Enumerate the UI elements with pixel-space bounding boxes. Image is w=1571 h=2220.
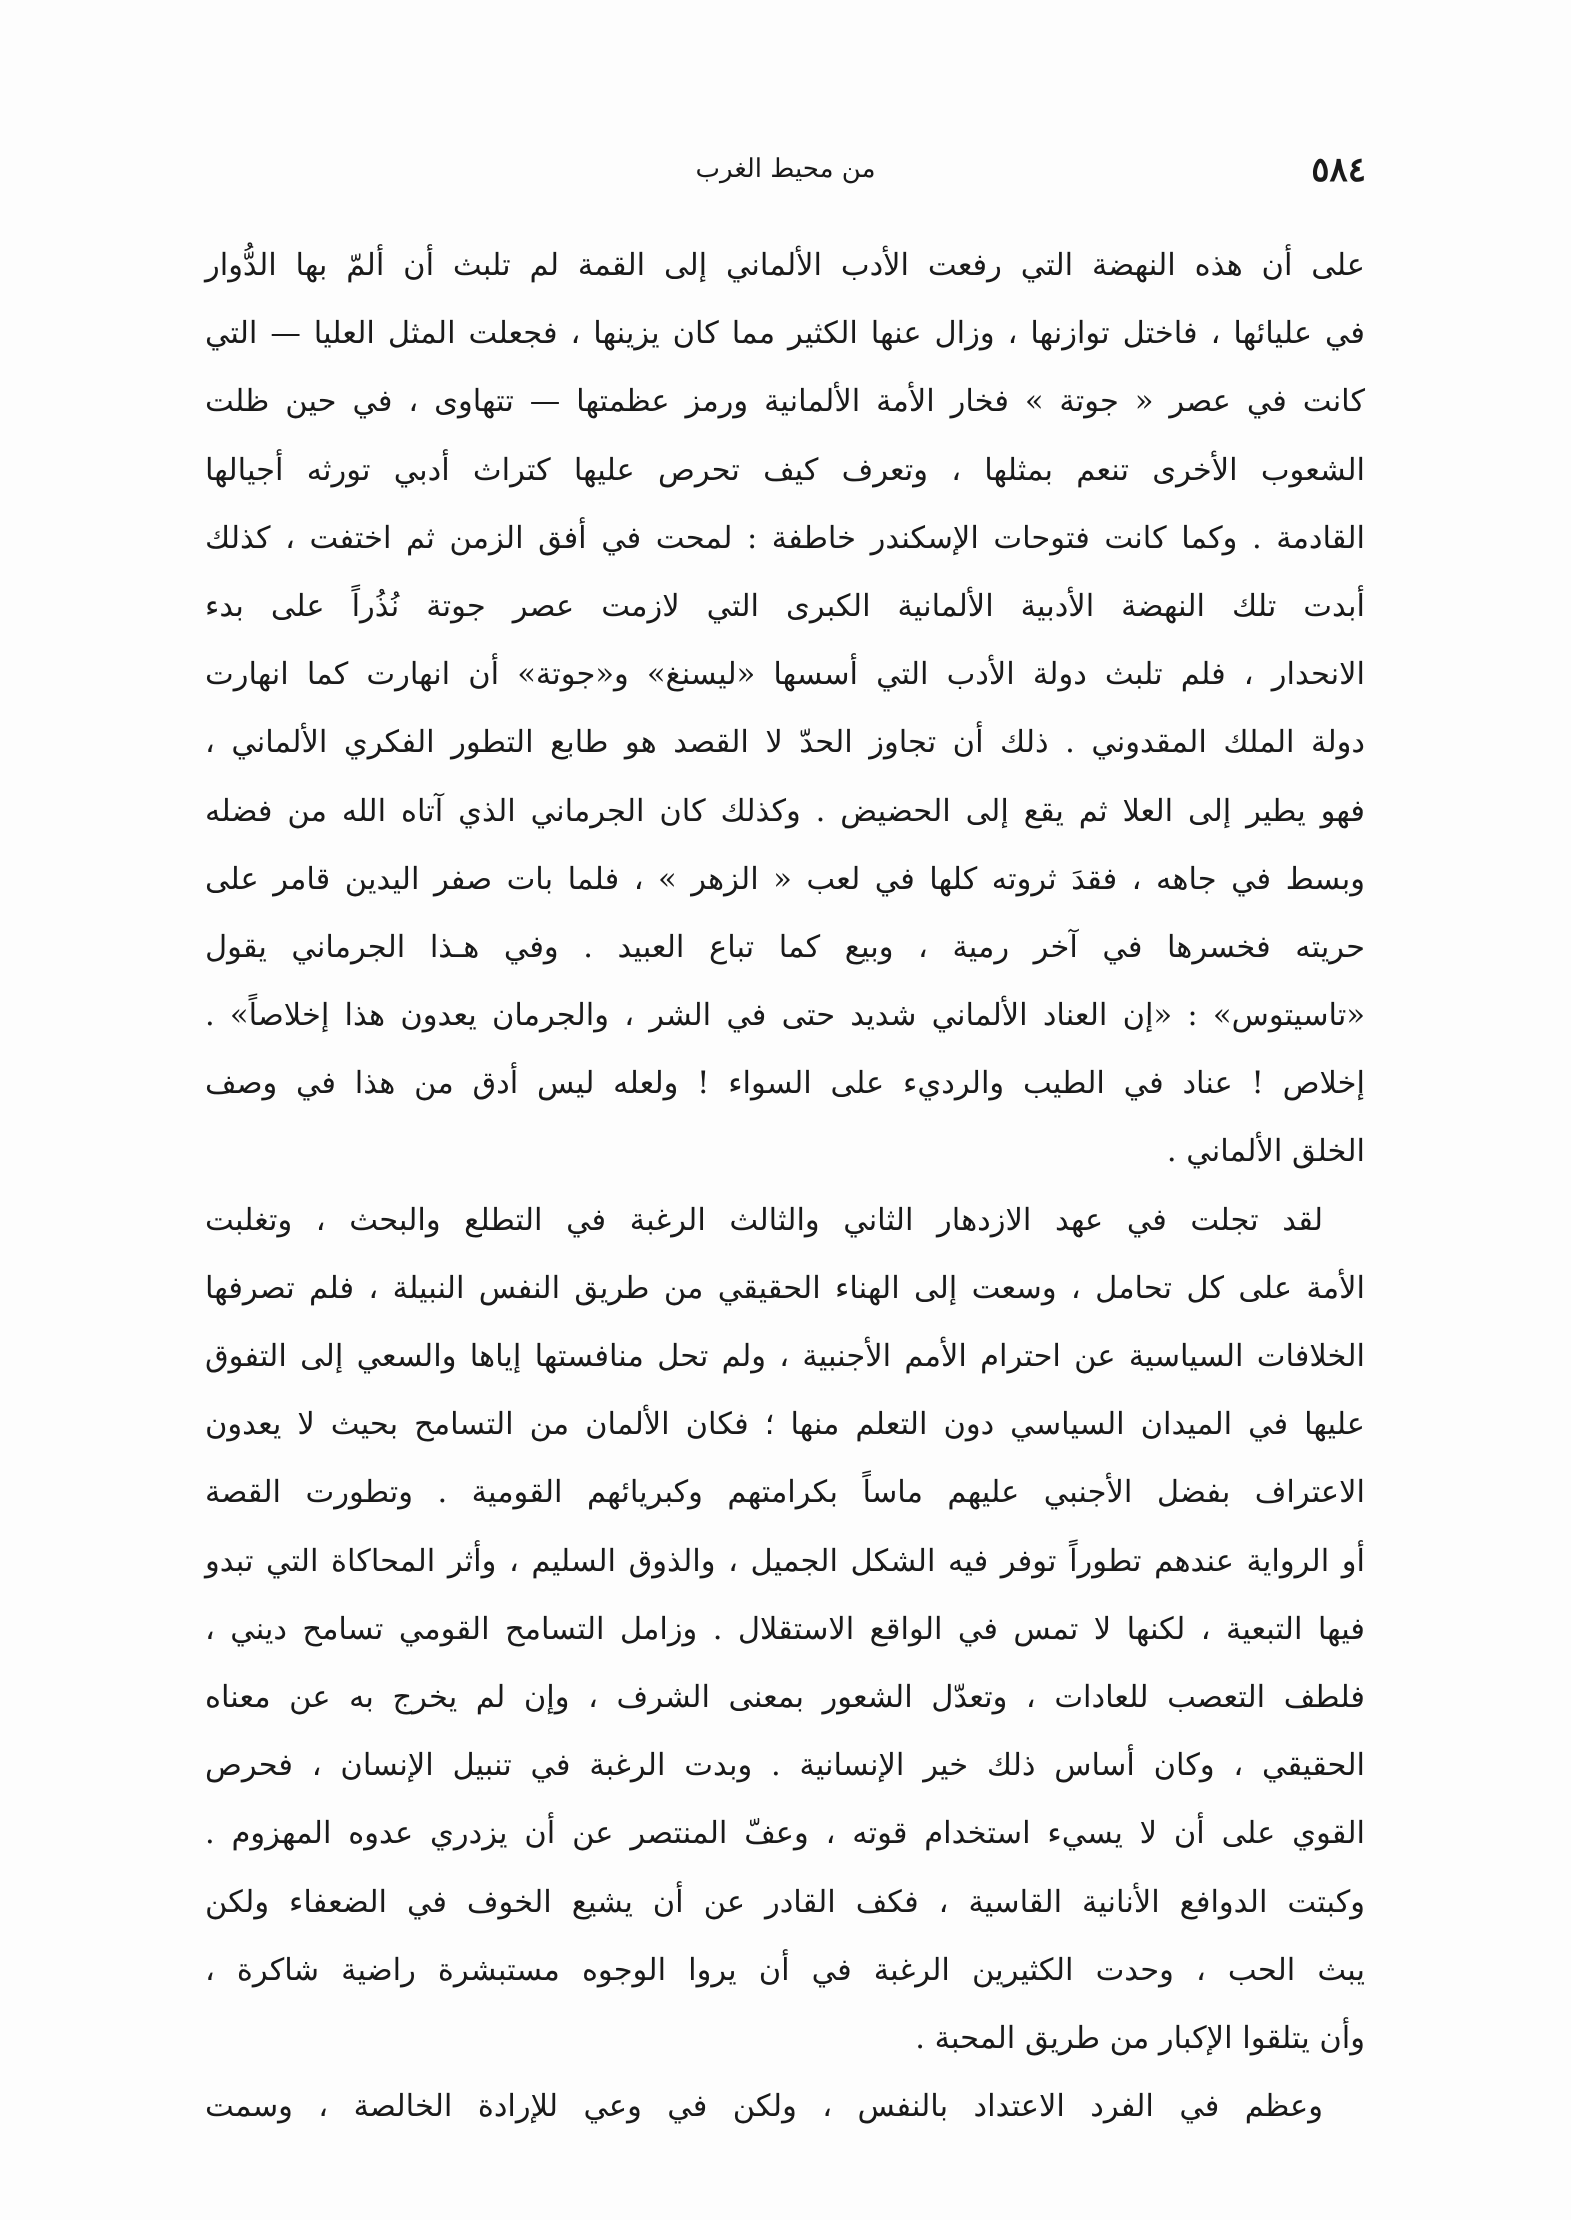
text-line: وكبتت الدوافع الأنانية القاسية ، فكف القادر عن أن يشيع الخوف في الضعفاء ولكن bbox=[205, 1884, 1365, 1920]
text-line: كانت في عصر « جوتة » فخار الأمة الألمانية ورمز عظمتها — تتهاوى ، في حين ظلت bbox=[205, 384, 1365, 420]
text-line: الخلق الألماني . bbox=[1166, 1134, 1365, 1170]
text-line: وعظم في الفرد الاعتداد بالنفس ، ولكن في وعي للإرادة الخالصة ، وسمت bbox=[205, 2089, 1323, 2125]
text-line: وبسط في جاهه ، فقدَ ثروته كلها في لعب « الزهر » ، فلما بات صفر اليدين قامر على bbox=[205, 861, 1365, 897]
text-line: على أن هذه النهضة التي رفعت الأدب الألماني إلى القمة لم تلبث أن ألمّ بها الدُّوار bbox=[205, 248, 1365, 283]
text-line: يبث الحب ، وحدت الكثيرين الرغبة في أن يروا الوجوه مستبشرة راضية شاكرة ، bbox=[205, 1952, 1365, 1988]
text-line: «تاسيتوس» : «إن العناد الألماني شديد حتى في الشر ، والجرمان يعدون هذا إخلاصاً» . bbox=[205, 998, 1365, 1034]
text-line: الشعوب الأخرى تنعم بمثلها ، وتعرف كيف تحرص عليها كتراث أدبي تورثه أجيالها bbox=[205, 452, 1365, 488]
text-line: الاعتراف بفضل الأجنبي عليهم ماساً بكرامتهم وكبريائهم القومية . وتطورت القصة bbox=[205, 1475, 1365, 1511]
text-line: الأمة على كل تحامل ، وسعت إلى الهناء الحقيقي من طريق النفس النبيلة ، فلم تصرفها bbox=[205, 1270, 1365, 1306]
page-number: ٥٨٤ bbox=[1311, 150, 1366, 190]
text-line: دولة الملك المقدوني . ذلك أن تجاوز الحدّ لا القصد هو طابع التطور الفكري الألماني ، bbox=[205, 725, 1365, 761]
running-title: من محيط الغرب bbox=[695, 154, 876, 184]
text-line: عليها في الميدان السياسي دون التعلم منها ؛ فكان الألمان من التسامح بحيث لا يعدون bbox=[205, 1407, 1365, 1443]
text-line: القوي على أن لا يسيء استخدام قوته ، وعفّ المنتصر عن أن يزدري عدوه المهزوم . bbox=[205, 1816, 1365, 1852]
text-line: فلطف التعصب للعادات ، وتعدّل الشعور بمعنى الشرف ، وإن لم يخرج به عن معناه bbox=[205, 1679, 1365, 1715]
text-line: الحقيقي ، وكان أساس ذلك خير الإنسانية . وبدت الرغبة في تنبيل الإنسان ، فحرص bbox=[205, 1748, 1365, 1784]
body-text bbox=[205, 232, 1365, 2141]
text-line: فيها التبعية ، لكنها لا تمس في الواقع الاستقلال . وزامل التسامح القومي تسامح ديني ، bbox=[205, 1611, 1365, 1647]
text-line: أبدت تلك النهضة الأدبية الألمانية الكبرى التي لازمت عصر جوتة نُذُراً على بدء bbox=[205, 588, 1365, 624]
text-line: الخلافات السياسية عن احترام الأمم الأجنبية ، ولم تحل منافستها إياها والسعي إلى التفوق bbox=[205, 1339, 1365, 1374]
page-header bbox=[205, 150, 1366, 200]
text-line: وأن يتلقوا الإكبار من طريق المحبة . bbox=[915, 2020, 1365, 2056]
text-line: القادمة . وكما كانت فتوحات الإسكندر خاطفة : لمحت في أفق الزمن ثم اختفت ، كذلك bbox=[205, 520, 1365, 556]
text-line: في عليائها ، فاختل توازنها ، وزال عنها الكثير مما كان يزينها ، فجعلت المثل العليا — التي bbox=[205, 316, 1365, 352]
text-line: الانحدار ، فلم تلبث دولة الأدب التي أسسها «ليسنغ» و«جوتة» أن انهارت كما انهارت bbox=[205, 657, 1365, 693]
text-line: لقد تجلت في عهد الازدهار الثاني والثالث الرغبة في التطلع والبحث ، وتغلبت bbox=[205, 1202, 1323, 1238]
text-line: إخلاص ! عناد في الطيب والرديء على السواء ! ولعله ليس أدق من هذا في وصف bbox=[205, 1066, 1365, 1102]
text-line: أو الرواية عندهم تطوراً توفر فيه الشكل الجميل ، والذوق السليم ، وأثر المحاكاة التي تبدو bbox=[205, 1543, 1365, 1579]
text-line: فهو يطير إلى العلا ثم يقع إلى الحضيض . وكذلك كان الجرماني الذي آتاه الله من فضله bbox=[205, 793, 1365, 829]
text-line: حريته فخسرها في آخر رمية ، وبيع كما تباع العبيد . وفي هـذا الجرماني يقول bbox=[205, 929, 1365, 965]
